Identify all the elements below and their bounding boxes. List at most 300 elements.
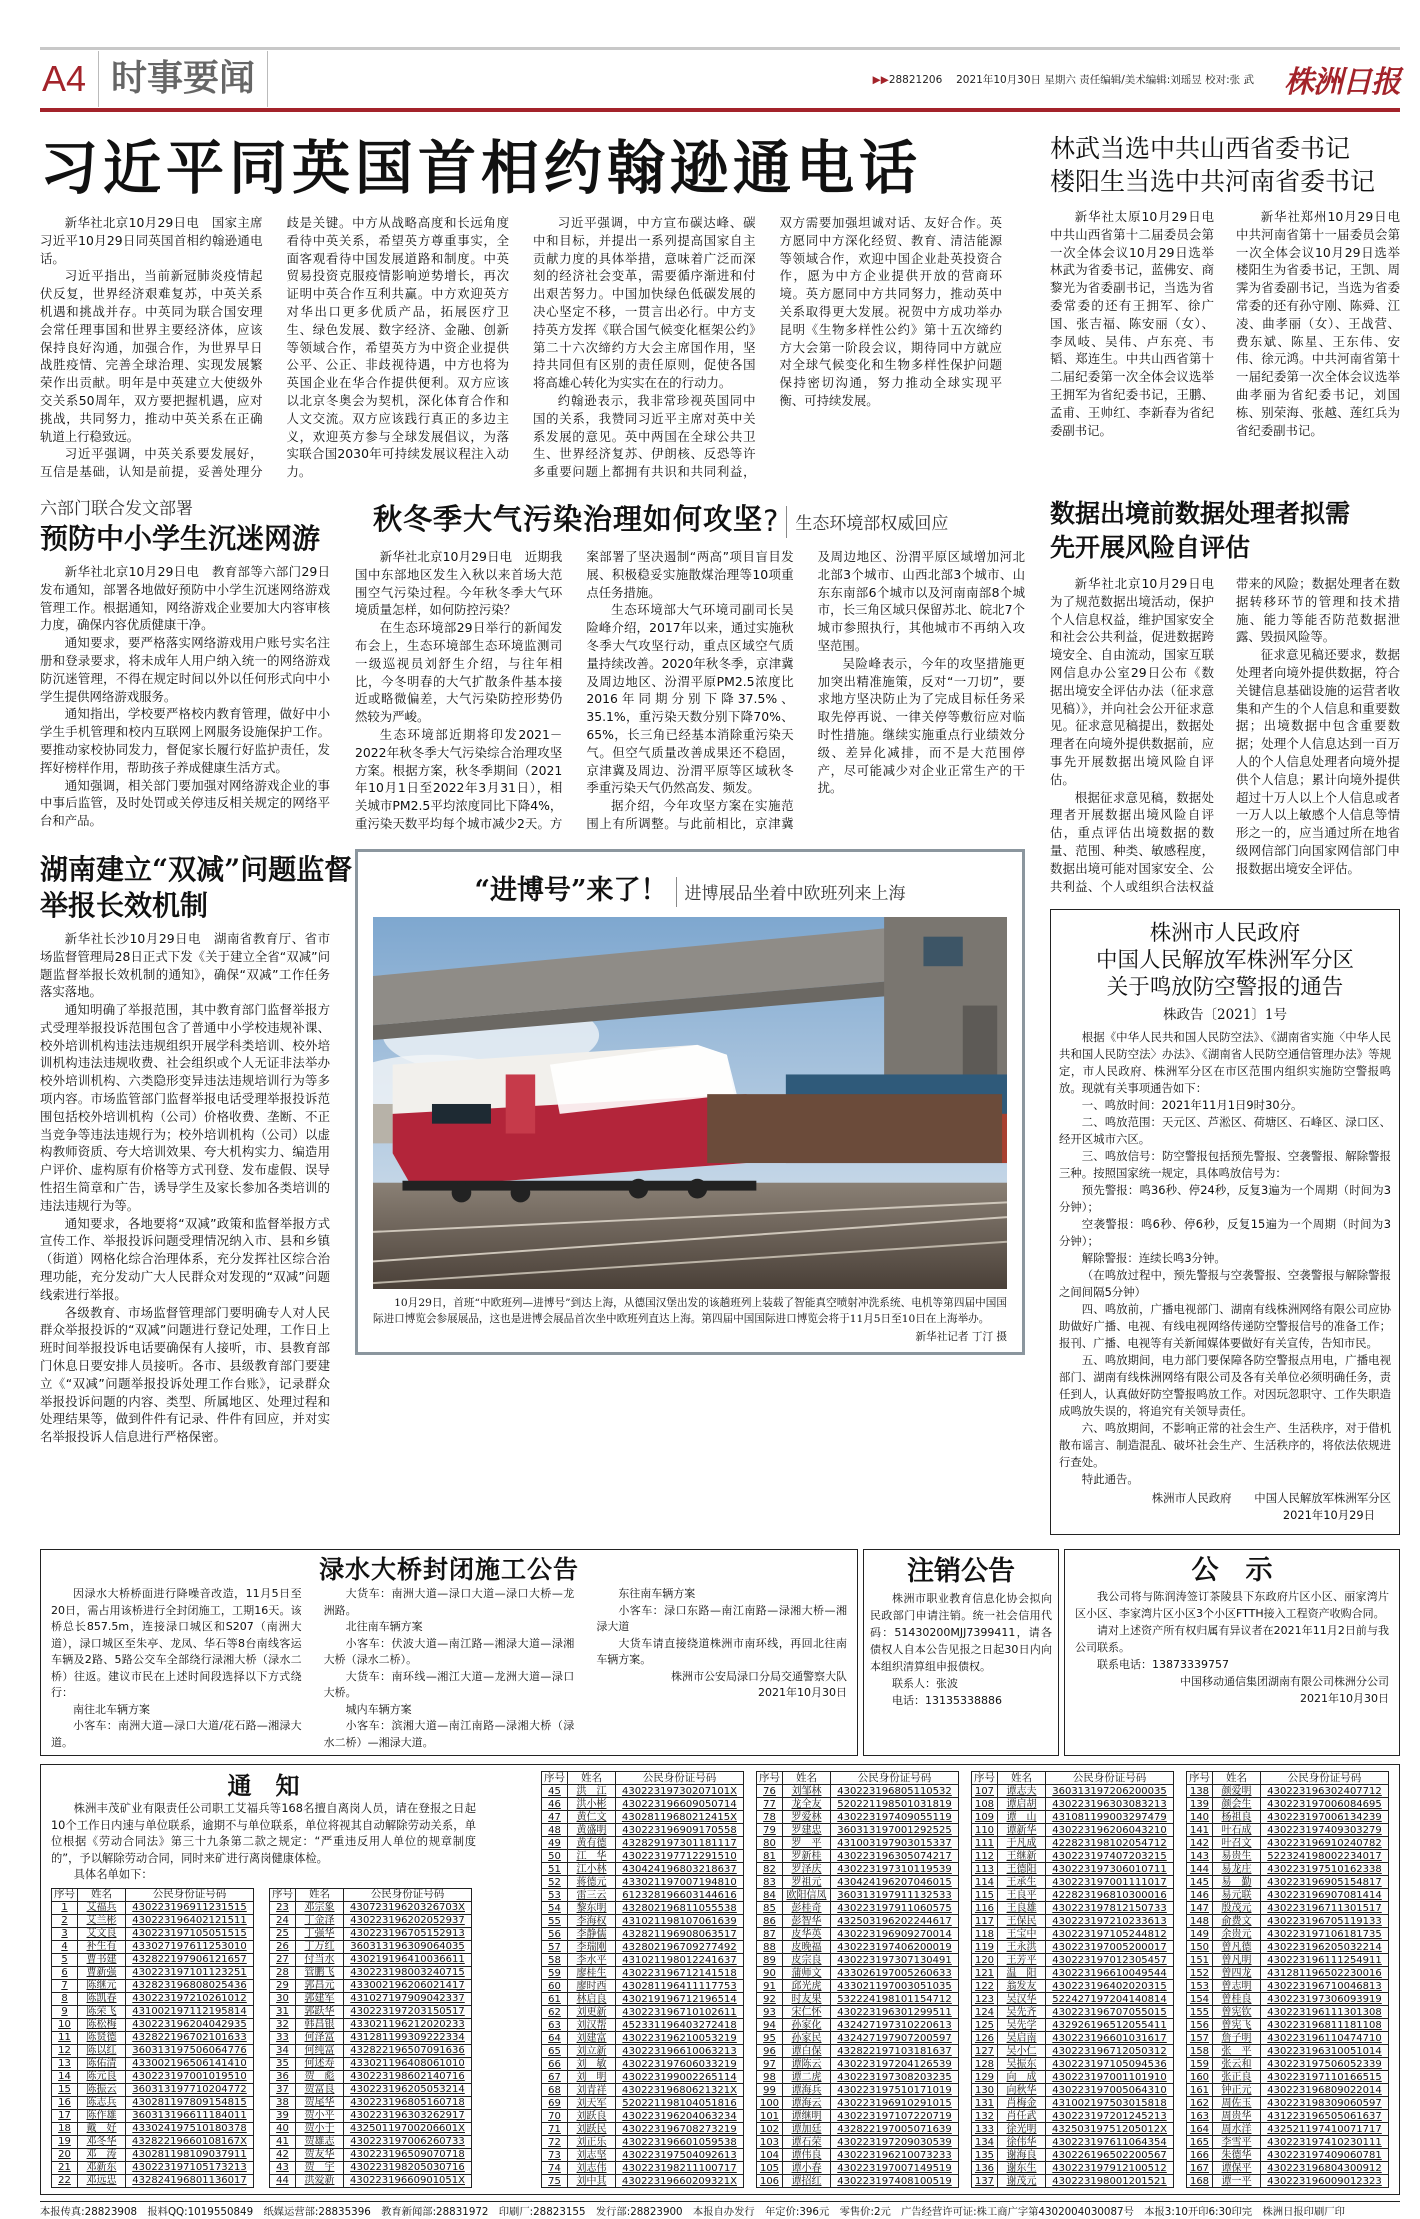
name-cell: 张正良: [1213, 2071, 1261, 2084]
seq-cell: 24: [270, 1914, 296, 1927]
paragraph: 通知要求，各地要将“双减”政策和监督举报方式宣传工作、举报投诉问题受理情况纳入市、县和乡镇（街道）网格化综合治理体系，充分发挥社区综合治理功能，充分发动广大人民群众对发现的“双减”问题线索进行举报。: [40, 1215, 330, 1302]
id-number-cell: 430223197106181735: [1261, 1928, 1389, 1941]
name-cell: 谭保平: [1213, 2162, 1261, 2175]
id-number-cell: 430223197001101910: [1046, 2071, 1174, 2084]
paragraph: 六、鸣放期间，不影响正常的社会生产、生活秩序，对于借机散布谣言、制造混乱、破坏社会生产、生活秩序的，将依法依规进行查处。: [1059, 1421, 1391, 1470]
name-cell: 谭白保: [783, 2045, 831, 2058]
name-cell: 邓新东: [78, 2161, 126, 2174]
id-number-cell: 431081199003297479: [1046, 1811, 1174, 1824]
table-row: [270, 2031, 472, 2044]
id-number-cell: 431281199309222334: [344, 2031, 472, 2044]
seq-cell: 41: [270, 2135, 296, 2148]
name-cell: 江小林: [568, 1863, 616, 1876]
seq-cell: 155: [1187, 2006, 1213, 2019]
name-cell: 付当水: [296, 1953, 344, 1966]
table-row: [972, 1967, 1174, 1980]
seq-cell: 91: [757, 1980, 783, 1993]
name-cell: 贺 宇: [296, 2161, 344, 2174]
bridge-notice: [40, 1549, 858, 1756]
id-number-cell: 430223198309060597: [1261, 2097, 1389, 2110]
table-row: [1187, 2175, 1389, 2188]
name-cell: 谭招红: [783, 2175, 831, 2188]
table-row: [1187, 2058, 1389, 2071]
paragraph: 习近平强调，中英关系要发展好，互信是基础，认知是前提，妥善处理分歧是关键。中方从战略高度和长远角度看待中英关系，希望英方尊重事实，全面客观看待中国发展道路和制度。中英贸易投资克服疫情影响逆势增长，再次证明中英合作互利共赢。中方欢迎英方对华出口更多优质产品，拓展医疗卫生、绿色发展、数字经济、金融、创新等领域合作，希望英方为中资企业提供公平、公正、非歧视待遇，中方也将为英国企业在华合作提供便利。双方应该以北京冬奥会为契机，深化体育合作和人文交流。双方应该践行真正的多边主义，欢迎英方参与全球发展倡议，为落实联合国2030年可持续发展议程注入动力。: [40, 215, 509, 480]
paragraph: 通知明确了举报范围，其中教育部门监督举报方式受理举报投诉范围包含了普通中小学校违规补课、校外培训机构违法违规组织开展学科类培训、校外培训机构违法违规收费、社会组织或个人无证非法举办校外培训机构、六类隐形变异违法违规培训行为等多项内容。市场监管部门监督举报电话受理举报投诉范围包括校外培训机构（公司）价格收费、垄断、不正当竞争等违法违规行为；校外培训机构（公司）以虚构教师资质、夸大培训效果、夸大机构实力、编造用户评价、虚构原有价格等方式刊登、发布虚假、误导性招生简章和广告，诱导学生及家长参加各类培训的违法违规行为等。: [40, 1002, 330, 1213]
id-number-cell: 43022319660209321X: [616, 2175, 744, 2188]
seq-cell: 159: [1187, 2058, 1213, 2071]
table-row: [542, 2071, 744, 2084]
id-number-cell: 430223197006084695: [1261, 1798, 1389, 1811]
table-row: [52, 2109, 254, 2122]
table-row: [1187, 2162, 1389, 2175]
seq-cell: 2: [52, 1914, 78, 1927]
seq-cell: 79: [757, 1824, 783, 1837]
table-row: [270, 2122, 472, 2135]
seq-cell: 22: [52, 2174, 78, 2187]
seq-cell: 83: [757, 1876, 783, 1889]
id-number-cell: 430223197006134239: [1261, 1811, 1389, 1824]
name-cell: 龙全友: [783, 1798, 831, 1811]
paragraph: 二、鸣放范围：天元区、芦淞区、荷塘区、石峰区、渌口区、经开区城市六区。: [1059, 1115, 1391, 1147]
table-row: [270, 1979, 472, 1992]
id-number-cell: 612328196603144616: [616, 1889, 744, 1902]
seq-cell: 161: [1187, 2084, 1213, 2097]
seq-cell: 93: [757, 2006, 783, 2019]
id-number-cell: 360313197506064776: [126, 2044, 254, 2057]
seq-cell: 162: [1187, 2097, 1213, 2110]
table-header-row: [542, 1772, 744, 1785]
id-number-cell: 430223196310051014: [1261, 2045, 1389, 2058]
divider: [676, 877, 677, 907]
table-row: [52, 1992, 254, 2005]
table-row: [757, 1941, 959, 1954]
id-number-cell: 430223198003240715: [344, 1966, 472, 1979]
name-cell: 余贵元: [1213, 1928, 1261, 1941]
table-row: [972, 2006, 1174, 2019]
id-number-cell: 430223198205030716: [344, 2161, 472, 2174]
name-cell: 谢海良: [998, 2149, 1046, 2162]
seq-cell: 10: [52, 2018, 78, 2031]
table-row: [972, 1863, 1174, 1876]
paragraph: 四、鸣放前，广播电视部门、湖南有线株洲网络有限公司应协助做好广播、电视、有线电视网络传递防空警报信号的准备工作；报刊、广播、电视等有关新闻媒体要做好有关宣传，告知市民。: [1059, 1302, 1391, 1351]
seq-cell: 72: [542, 2136, 568, 2149]
id-number-cell: 430424196803218637: [616, 1863, 744, 1876]
seq-cell: 28: [270, 1966, 296, 1979]
seq-cell: 52: [542, 1876, 568, 1889]
name-cell: 宋仁怀: [783, 2006, 831, 2019]
photo-story-frame: [355, 849, 1025, 1355]
id-number-cell: 430223197506052339: [1261, 2058, 1389, 2071]
arrow-icon: ▶▶: [872, 73, 889, 86]
seq-cell: 58: [542, 1954, 568, 1967]
name-cell: 罗 平: [783, 1837, 831, 1850]
id-number-cell: 430226196502200567: [1046, 2149, 1174, 2162]
id-number-cell: 430223196204063234: [616, 2110, 744, 2123]
paragraph: 习近平强调，中方宣布碳达峰、碳中和目标，并提出一系列提高国家自主贡献力度的具体举措，意味着广泛而深刻的经济社会变革，需要循序渐进和付出艰苦努力。中国加快绿色低碳发展的决心坚定不移，一贯言出必行。中方支持英方发挥《联合国气候变化框架公约》第二十六次缔约方大会主席国作用，坚持共同但有区别的责任原则，促使各国将高雄心转化为实实在在的行动力。: [533, 215, 756, 391]
name-cell: 李水平: [568, 1954, 616, 1967]
table-row: [52, 2174, 254, 2187]
table-row: [1187, 1837, 1389, 1850]
id-number-cell: 422823198102054712: [1046, 1837, 1174, 1850]
seq-cell: 104: [757, 2149, 783, 2162]
paragraph: 城内车辆方案: [345, 1702, 412, 1716]
seq-cell: 37: [270, 2083, 296, 2096]
table-row: [52, 1940, 254, 1953]
air-raid-doc-number: 株政告〔2021〕1号: [1163, 1007, 1287, 1024]
table-row: [757, 1837, 959, 1850]
name-cell: 罗建忠: [783, 1824, 831, 1837]
paragraph: （在鸣放过程中，预先警报与空袭警报、空袭警报与解除警报之间间隔5分钟）: [1059, 1268, 1391, 1300]
id-number-cell: 431002197503015818: [1046, 2097, 1174, 2110]
name-cell: 谭伟良: [783, 2149, 831, 2162]
table-row: [270, 1966, 472, 1979]
name-cell: 李海权: [568, 1915, 616, 1928]
id-number-cell: 430223196204042935: [126, 2018, 254, 2031]
seq-cell: 40: [270, 2122, 296, 2135]
name-cell: 罗爱林: [783, 1811, 831, 1824]
seq-cell: 36: [270, 2070, 296, 2083]
seq-cell: 14: [52, 2070, 78, 2083]
games-article: [40, 563, 330, 830]
id-number-cell: 522427197204140814: [1046, 1993, 1174, 2006]
paragraph: 新华社北京10月29日电 近期我国中东部地区发生入秋以来首场大范围空气污染过程。今年秋冬季大气环境质量怎样，如何防控污染？: [355, 548, 563, 618]
id-number-cell: 430223197409055119: [831, 1811, 959, 1824]
table-row: [270, 1992, 472, 2005]
paragraph: 请对上述资产所有权归属有异议者在2021年11月2日前与我公司联系。: [1075, 1624, 1389, 1655]
table-row: [542, 2110, 744, 2123]
table-row: [542, 2175, 744, 2188]
seq-cell: 160: [1187, 2071, 1213, 2084]
table-row: [972, 1928, 1174, 1941]
seq-cell: 69: [542, 2097, 568, 2110]
table-row: [972, 1889, 1174, 1902]
name-cell: 曾宪钦: [1213, 2006, 1261, 2019]
paragraph: 新华社北京10月29日电 为了规范数据出境活动，保护个人信息权益，维护国家安全和社会公共利益，促进数据跨境安全、自由流动，国家互联网信息办公室29日公布《数据出境安全评估办法（征求意见稿）》，并向社会公开征求意见。征求意见稿提出，数据处理者在向境外提供数据前，应事先开展数据出境风险自评估。: [1050, 575, 1227, 787]
name-cell: 谭继明: [783, 2110, 831, 2123]
public-notice-signer: 中国移动通信集团湖南有限公司株洲分公司: [1180, 1675, 1389, 1689]
name-cell: 黎东明: [568, 1902, 616, 1915]
seq-cell: 152: [1187, 1967, 1213, 1980]
table-row: [270, 2057, 472, 2070]
id-number-cell: 430219196712196514: [616, 1993, 744, 2006]
name-cell: 颜爱明: [1213, 1785, 1261, 1798]
id-number-cell: 430223196402020315: [1046, 1980, 1174, 1993]
name-cell: 王承生: [998, 1876, 1046, 1889]
seq-cell: 156: [1187, 2019, 1213, 2032]
name-cell: 张 平: [1213, 2045, 1261, 2058]
paragraph: 特此通告。: [1081, 1472, 1139, 1487]
id-number-cell: 432503196202244617: [831, 1915, 959, 1928]
name-cell: 王良雄: [998, 1902, 1046, 1915]
table-row: [1187, 1876, 1389, 1889]
name-cell: 谭启胡: [998, 1798, 1046, 1811]
seq-cell: 49: [542, 1837, 568, 1850]
table-row: [972, 1993, 1174, 2006]
table-row: [52, 2005, 254, 2018]
table-row: [542, 2136, 744, 2149]
table-row: [1187, 1850, 1389, 1863]
table-row: [270, 2044, 472, 2057]
masthead: [40, 47, 1400, 112]
table-row: [542, 1915, 744, 1928]
seq-cell: 29: [270, 1979, 296, 1992]
id-number-cell: 430223196302407712: [1261, 1785, 1389, 1798]
name-cell: 郭建军: [296, 1992, 344, 2005]
table-row: [972, 2136, 1174, 2149]
seq-cell: 103: [757, 2136, 783, 2149]
seq-cell: 168: [1187, 2175, 1213, 2188]
id-number-cell: 430223197012305457: [1046, 1954, 1174, 1967]
paragraph: 解除警报：连续长鸣3分钟。: [1081, 1251, 1226, 1266]
paragraph: 吴险峰表示，今年的攻坚措施更加突出精准施策，反对“一刀切”，要求地方坚决防止为了完成目标任务采取先停再说、一律关停等敷衍应对临时性措施。继续实施重点行业绩效分级、差异化减排，而不是大范围停产，尽可能减少对企业正常生产的干扰。: [817, 655, 1025, 796]
id-number-cell: 430223197201245213: [1046, 2110, 1174, 2123]
name-cell: 周佐玉: [1213, 2097, 1261, 2110]
secretaries-story: [1050, 132, 1413, 481]
id-number-cell: 430223196009012323: [1261, 2175, 1389, 2188]
table-row: [972, 2162, 1174, 2175]
seq-cell: 115: [972, 1889, 998, 1902]
table-row: [757, 2019, 959, 2032]
seq-cell: 82: [757, 1863, 783, 1876]
column-header: 姓名: [78, 1888, 126, 1901]
seq-cell: 110: [972, 1824, 998, 1837]
id-number-cell: 430223196909270014: [831, 1928, 959, 1941]
table-row: [757, 2084, 959, 2097]
public-notice-body: [1075, 1588, 1389, 1673]
seq-cell: 5: [52, 1953, 78, 1966]
table-header-row: [972, 1772, 1174, 1785]
seq-cell: 54: [542, 1902, 568, 1915]
name-cell: 王宝中: [998, 1928, 1046, 1941]
id-number-cell: 430223196712141518: [616, 1967, 744, 1980]
table-row: [270, 2083, 472, 2096]
name-cell: 曾凡德: [1213, 1941, 1261, 1954]
id-number-cell: 430223197001019510: [126, 2070, 254, 2083]
table-row: [972, 2045, 1174, 2058]
seq-cell: 147: [1187, 1902, 1213, 1915]
lead-headline: 习近平同英国首相约翰逊通电话: [40, 134, 923, 202]
seq-cell: 148: [1187, 1915, 1213, 1928]
table-row: [757, 2149, 959, 2162]
paragraph: 预先警报：鸣36秒、停24秒，反复3遍为一个周期（时间为3分钟）；: [1059, 1183, 1391, 1215]
name-cell: 徐光明: [998, 2123, 1046, 2136]
name-cell: 廖桂生: [568, 1967, 616, 1980]
seq-cell: 76: [757, 1785, 783, 1798]
table-row: [542, 2006, 744, 2019]
name-cell: 陈志兵: [78, 2096, 126, 2109]
table-row: [542, 2097, 744, 2110]
id-number-cell: 430223196705152913: [344, 1927, 472, 1940]
id-number-cell: 43072319620326703X: [344, 1901, 472, 1914]
id-number-cell: 430223197408100519: [831, 2175, 959, 2188]
pollution-headline: 秋冬季大气污染治理如何攻坚: [373, 501, 764, 536]
newspaper-page: [40, 0, 1413, 2219]
seq-cell: 124: [972, 2006, 998, 2019]
name-cell: 罗新桂: [783, 1850, 831, 1863]
name-cell: 吴启南: [998, 2032, 1046, 2045]
id-number-cell: 430223197510162338: [1261, 1863, 1389, 1876]
seq-cell: 25: [270, 1927, 296, 1940]
center-column: [355, 497, 1025, 1355]
table-row: [757, 2123, 959, 2136]
id-number-cell: 360313196309064035: [344, 1940, 472, 1953]
id-number-cell: 430223196110474710: [1261, 2032, 1389, 2045]
paragraph: 一、鸣放时间：2021年11月1日9时30分。: [1081, 1098, 1303, 1113]
seq-cell: 132: [972, 2110, 998, 2123]
seq-cell: 99: [757, 2084, 783, 2097]
id-number-cell: 430223197310119539: [831, 1863, 959, 1876]
seq-cell: 46: [542, 1798, 568, 1811]
paragraph: 株洲市职业教育信息化协会拟向民政部门申请注销。统一社会信用代码：51430200MJJ7399411，请各债权人自本公告见报之日起30日内向本组织清算组申报债权。: [870, 1592, 1052, 1674]
seq-cell: 95: [757, 2032, 783, 2045]
table-row: [972, 2110, 1174, 2123]
name-cell: 贺小于: [296, 2122, 344, 2135]
name-cell: 补生有: [78, 1940, 126, 1953]
id-number-cell: 430223197107220719: [831, 2110, 959, 2123]
id-number-cell: 432822196702101633: [126, 2031, 254, 2044]
seq-cell: 1: [52, 1901, 78, 1914]
seq-cell: 116: [972, 1902, 998, 1915]
seq-cell: 107: [972, 1785, 998, 1798]
table-row: [972, 2032, 1174, 2045]
seq-cell: 139: [1187, 1798, 1213, 1811]
id-number-cell: 431281196502230016: [1261, 1967, 1389, 1980]
id-number-cell: 430223196805160718: [344, 2096, 472, 2109]
id-number-cell: 532224198101154712: [831, 1993, 959, 2006]
issue-info: ▶▶28821206 2021年10月30日 星期六 责任编辑/美术编辑:刘瑶昱 校对:张 武: [872, 73, 1254, 86]
seq-cell: 13: [52, 2057, 78, 2070]
table-row: [52, 1979, 254, 1992]
seq-cell: 154: [1187, 1993, 1213, 2006]
cancellation-phone: 电话：13135338886: [892, 1694, 1002, 1708]
name-cell: 何纯富: [296, 2044, 344, 2057]
table-row: [972, 1850, 1174, 1863]
table-row: [52, 2018, 254, 2031]
id-number-cell: 360313197001292525: [831, 1824, 959, 1837]
name-cell: 曹书建: [78, 1953, 126, 1966]
seq-cell: 27: [270, 1953, 296, 1966]
name-cell: 何泽富: [296, 2031, 344, 2044]
id-number-cell: 430223196610063213: [616, 2045, 744, 2058]
bridge-title: 渌水大桥封闭施工公告: [318, 1555, 579, 1585]
id-number-cell: 433027197611253010: [126, 1940, 254, 1953]
table-row: [542, 1889, 744, 1902]
name-cell: 陈以红: [78, 2044, 126, 2057]
table-row: [542, 2123, 744, 2136]
name-cell: 陈松梅: [78, 2018, 126, 2031]
name-tables-left: [51, 1888, 476, 2188]
seq-cell: 134: [972, 2136, 998, 2149]
seq-cell: 106: [757, 2175, 783, 2188]
id-number-cell: 433002196506141410: [126, 2057, 254, 2070]
top-stories: [40, 132, 1413, 481]
id-number-cell: 430223196705119133: [1261, 1915, 1389, 1928]
name-cell: 陈佑清: [78, 2057, 126, 2070]
table-row: [542, 2162, 744, 2175]
seq-cell: 67: [542, 2071, 568, 2084]
id-number-cell: 430223196601059538: [616, 2136, 744, 2149]
paragraph: 新华社郑州10月29日电 中共河南省第十一届委员会第一次全体会议10月29日选举楼阳生为省委书记，王凯、周霁为省委副书记，当选为省委常委的还有孙守刚、陈舜、江凌、曲孝丽（女）、王战营、费东斌、陈星、王东伟、安伟、徐元鸿。中共河南省第十一届纪委第一次全体会议选举曲孝丽为省纪委书记，刘国栋、别荣海、张越、莲红兵为省纪委副书记。: [1236, 209, 1413, 438]
id-number-cell: 430223197210233613: [1046, 1915, 1174, 1928]
id-number-cell: 432829197301181117: [616, 1837, 744, 1850]
id-number-cell: 430223197203150517: [344, 2005, 472, 2018]
name-cell: 曾志明: [1213, 1980, 1261, 1993]
seq-cell: 86: [757, 1915, 783, 1928]
table-row: [972, 2123, 1174, 2136]
seq-cell: 78: [757, 1811, 783, 1824]
name-cell: 肖任武: [998, 2110, 1046, 2123]
table-row: [757, 2136, 959, 2149]
paragraph: 各级教育、市场监督管理部门要明确专人对人民群众举报投诉的“双减”问题进行登记处理，工作日上班时间举报投诉电话要确保有人接听，市、县教育部门休息日要安排人员接听。各市、县级教育部门要建立《“双减”问题举报投诉处理工作台账》，记录群众举报投诉问题的内容、类型、所属地区、处理过程和处理结果等，做到件件有记录、件件有回应，并对实名举报投诉人信息进行严格保密。: [40, 1304, 330, 1445]
seq-cell: 39: [270, 2109, 296, 2122]
table-row: [542, 1811, 744, 1824]
table-row: [542, 1798, 744, 1811]
table-row: [1187, 1954, 1389, 1967]
photo-caption: 10月29日，首班“中欧班列—进博号”到达上海，从德国汉堡出发的该趟班列上装载了智能真空喷射冲洗系统、电机等第四届中国国际进口博览会参展展品，这也是进博会展品首次坐中欧班列直达上海。第四届中国国际进口博览会将于11月5日至10日在上海举办。: [373, 1296, 1007, 1325]
name-cell: 黄盛明: [568, 1824, 616, 1837]
cancellation-title: 注销公告: [907, 1556, 1015, 1588]
name-cell: 艾兰彬: [78, 1914, 126, 1927]
name-cell: 刘邹林: [783, 1785, 831, 1798]
table-row: [972, 1837, 1174, 1850]
data-export-article: [1050, 575, 1400, 895]
id-number-cell: 430223196610049544: [1046, 1967, 1174, 1980]
name-cell: 彭智华: [783, 1915, 831, 1928]
name-cell: 何述寿: [296, 2057, 344, 2070]
air-raid-signers: 株洲市人民政府 中国人民解放军株洲军分区: [1151, 1491, 1391, 1506]
table-row: [1187, 2019, 1389, 2032]
table-row: [757, 2032, 959, 2045]
name-cell: 陈振云: [78, 2083, 126, 2096]
seq-cell: 117: [972, 1915, 998, 1928]
paragraph: 约翰逊表示，我非常珍视英国同中国的关系，我赞同习近平主席对英中关系发展的意见。英中两国在全球公共卫生、世界经济复苏、伊朗核、反恐等许多重要问题上都拥有共识和共同利益，双方需要加强坦诚对话、友好合作。英方愿同中方深化经贸、教育、清洁能源等领域合作，欢迎中国企业赴英投资合作，愿为中方企业提供开放的营商环境。英方愿同中方共同努力，推动英中关系取得更大发展。祝贺中方成功举办昆明《生物多样性公约》第十五次缔约方大会第一阶段会议，期待同中方就应对全球气候变化和生物多样性保护问题保持密切沟通，努力推动全球实现平衡、可持续发展。: [533, 215, 1002, 480]
name-cell: 曾凡明: [1213, 1954, 1261, 1967]
column-header: 公民身份证号码: [126, 1888, 254, 1901]
table-row: [757, 2097, 959, 2110]
name-cell: 李瑞刚: [568, 1941, 616, 1954]
id-number-cell: 433026197005260633: [831, 1967, 959, 1980]
seq-cell: 140: [1187, 1811, 1213, 1824]
id-number-cell: 430223197007149519: [831, 2162, 959, 2175]
id-number-cell: 433002196206021417: [344, 1979, 472, 1992]
id-number-cell: 432427197907200597: [831, 2032, 959, 2045]
table-row: [757, 1980, 959, 1993]
name-cell: 刘志伟: [568, 2162, 616, 2175]
seq-cell: 26: [270, 1940, 296, 1953]
divider: [786, 506, 787, 538]
id-number-cell: 430281197809154815: [126, 2096, 254, 2109]
id-number-cell: 432822196507091636: [344, 2044, 472, 2057]
seq-cell: 94: [757, 2019, 783, 2032]
right-column: [1050, 497, 1400, 1535]
id-number-cell: 430223196402121511: [126, 1914, 254, 1927]
name-cell: 刘天军: [568, 2097, 616, 2110]
name-cell: 刘 明: [568, 2071, 616, 2084]
table-row: [542, 1785, 744, 1798]
name-table: [51, 1888, 254, 2188]
id-number-cell: 430223198001201521: [1046, 2175, 1174, 2188]
id-number-cell: 360313197911132533: [831, 1889, 959, 1902]
name-cell: 刘志坚: [568, 2149, 616, 2162]
seq-cell: 32: [270, 2018, 296, 2031]
id-number-cell: 430223197504092613: [616, 2149, 744, 2162]
paragraph: 新华社北京10月29日电 国家主席习近平10月29日同英国首相约翰逊通电话。: [40, 215, 263, 266]
id-number-cell: 360313197206200035: [1046, 1785, 1174, 1798]
name-cell: 孙家民: [783, 2032, 831, 2045]
paragraph: 联系电话：13873339757: [1097, 1658, 1229, 1672]
name-cell: 叶召文: [1213, 1837, 1261, 1850]
id-number-cell: 430223197006260733: [344, 2135, 472, 2148]
